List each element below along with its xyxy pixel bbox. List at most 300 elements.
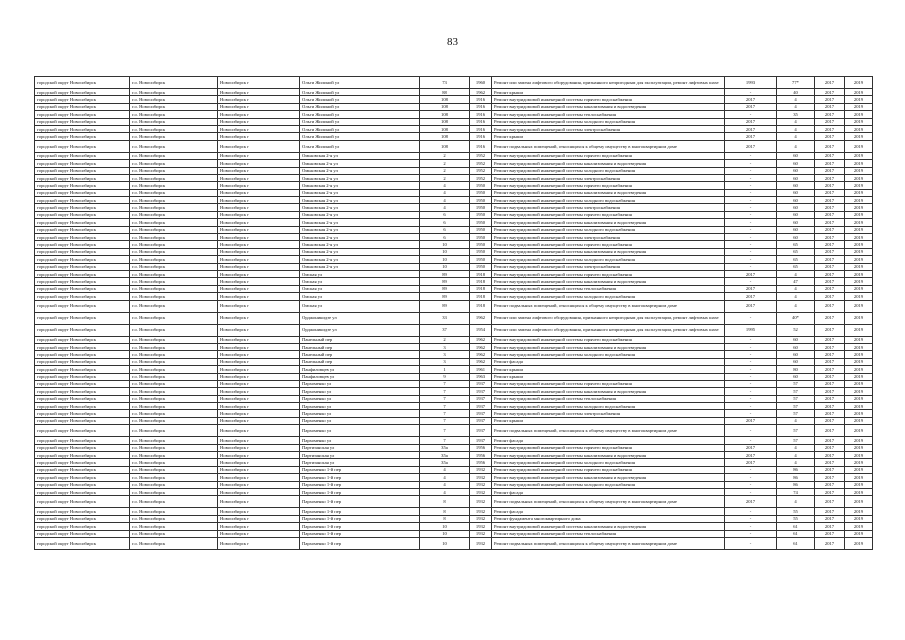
street-cell: Пархоменко 1-й пер bbox=[300, 537, 420, 549]
wear-percent-cell: 60 bbox=[777, 211, 815, 218]
plan-start-year-cell: 2017 bbox=[815, 204, 845, 211]
district-cell: городской округ Новосибирск bbox=[35, 312, 130, 324]
district-cell: городской округ Новосибирск bbox=[35, 358, 130, 365]
table-row bbox=[35, 358, 873, 365]
plan-end-year-cell: 2019 bbox=[845, 358, 873, 365]
street-cell: Омьковская 2-я ул bbox=[300, 167, 420, 174]
plan-end-year-cell: 2019 bbox=[845, 204, 873, 211]
plan-end-year-cell: 2019 bbox=[845, 312, 873, 324]
house-number-cell: 7 bbox=[420, 395, 470, 402]
plan-end-year-cell: 2019 bbox=[845, 226, 873, 233]
build-year-cell: 1937 bbox=[470, 437, 492, 444]
city-cell: Новосибирск г bbox=[218, 111, 300, 118]
wear-percent-cell: 60 bbox=[777, 189, 815, 196]
town-cell: г.о. Новосибирск bbox=[130, 508, 218, 515]
build-year-cell: 1918 bbox=[470, 270, 492, 277]
last-repair-year-cell: 2017 bbox=[725, 125, 777, 132]
house-number-cell: 33 bbox=[420, 312, 470, 324]
town-cell: г.о. Новосибирск bbox=[130, 523, 218, 530]
plan-start-year-cell: 2017 bbox=[815, 523, 845, 530]
build-year-cell: 1952 bbox=[470, 160, 492, 167]
work-type-cell: Ремонт внутридомовой инженерной системы горячего водоснабжения bbox=[492, 380, 725, 387]
city-cell: Новосибирск г bbox=[218, 336, 300, 343]
wear-percent-cell: 65 bbox=[777, 248, 815, 255]
street-cell: Омская ул bbox=[300, 285, 420, 292]
build-year-cell: 1962 bbox=[470, 343, 492, 350]
plan-end-year-cell: 2019 bbox=[845, 388, 873, 395]
wear-percent-cell: 61 bbox=[777, 530, 815, 537]
house-number-cell: 10 bbox=[420, 241, 470, 248]
house-number-cell: 108 bbox=[420, 133, 470, 140]
house-number-cell: 8 bbox=[420, 496, 470, 508]
table-row bbox=[35, 452, 873, 459]
last-repair-year-cell: - bbox=[725, 373, 777, 380]
city-cell: Новосибирск г bbox=[218, 77, 300, 89]
build-year-cell: 1950 bbox=[470, 241, 492, 248]
build-year-cell: 1932 bbox=[470, 508, 492, 515]
wear-percent-cell: 60 bbox=[777, 234, 815, 241]
last-repair-year-cell: - bbox=[725, 523, 777, 530]
street-cell: Пархоменко ул bbox=[300, 417, 420, 424]
table-row bbox=[35, 417, 873, 424]
house-number-cell: 7 bbox=[420, 425, 470, 437]
plan-end-year-cell: 2019 bbox=[845, 293, 873, 300]
town-cell: г.о. Новосибирск bbox=[130, 77, 218, 89]
plan-start-year-cell: 2017 bbox=[815, 351, 845, 358]
table-row bbox=[35, 373, 873, 380]
wear-percent-cell: 80 bbox=[777, 366, 815, 373]
wear-percent-cell: 52 bbox=[777, 324, 815, 336]
plan-start-year-cell: 2017 bbox=[815, 174, 845, 181]
plan-start-year-cell: 2017 bbox=[815, 118, 845, 125]
wear-percent-cell: 57 bbox=[777, 410, 815, 417]
house-number-cell: 3 bbox=[420, 343, 470, 350]
plan-end-year-cell: 2019 bbox=[845, 496, 873, 508]
table-row bbox=[35, 211, 873, 218]
city-cell: Новосибирск г bbox=[218, 388, 300, 395]
town-cell: г.о. Новосибирск bbox=[130, 189, 218, 196]
town-cell: г.о. Новосибирск bbox=[130, 358, 218, 365]
table-row bbox=[35, 300, 873, 312]
work-type-cell: Ремонт внутридомовой инженерной системы холодного водоснабжения bbox=[492, 167, 725, 174]
city-cell: Новосибирск г bbox=[218, 324, 300, 336]
work-type-cell: Ремонт внутридомовой инженерной системы теплоснабжения bbox=[492, 530, 725, 537]
table-body bbox=[35, 77, 873, 550]
work-type-cell: Ремонт внутридомовой инженерной системы горячего водоснабжения bbox=[492, 270, 725, 277]
district-cell: городской округ Новосибирск bbox=[35, 226, 130, 233]
build-year-cell: 1956 bbox=[470, 452, 492, 459]
wear-percent-cell: 57 bbox=[777, 437, 815, 444]
plan-start-year-cell: 2017 bbox=[815, 403, 845, 410]
plan-end-year-cell: 2019 bbox=[845, 278, 873, 285]
district-cell: городской округ Новосибирск bbox=[35, 167, 130, 174]
last-repair-year-cell: - bbox=[725, 403, 777, 410]
table-row bbox=[35, 496, 873, 508]
wear-percent-cell: 57 bbox=[777, 380, 815, 387]
town-cell: г.о. Новосибирск bbox=[130, 474, 218, 481]
plan-start-year-cell: 2017 bbox=[815, 373, 845, 380]
house-number-cell: 1 bbox=[420, 366, 470, 373]
last-repair-year-cell: 2017 bbox=[725, 270, 777, 277]
city-cell: Новосибирск г bbox=[218, 474, 300, 481]
plan-start-year-cell: 2017 bbox=[815, 111, 845, 118]
work-type-cell: Ремонт внутридомовой инженерной системы канализования и водоотведения bbox=[492, 160, 725, 167]
house-number-cell: 35а bbox=[420, 452, 470, 459]
city-cell: Новосибирск г bbox=[218, 380, 300, 387]
plan-end-year-cell: 2019 bbox=[845, 437, 873, 444]
work-type-cell: Ремонт внутридомовой инженерной системы теплоснабжения bbox=[492, 285, 725, 292]
table-row bbox=[35, 219, 873, 226]
district-cell: городской округ Новосибирск bbox=[35, 197, 130, 204]
work-type-cell: Ремонт крыши bbox=[492, 133, 725, 140]
wear-percent-cell: 60 bbox=[777, 152, 815, 159]
district-cell: городской округ Новосибирск bbox=[35, 293, 130, 300]
table-row bbox=[35, 270, 873, 277]
city-cell: Новосибирск г bbox=[218, 248, 300, 255]
town-cell: г.о. Новосибирск bbox=[130, 380, 218, 387]
house-number-cell: 3 bbox=[420, 351, 470, 358]
plan-end-year-cell: 2019 bbox=[845, 444, 873, 451]
work-type-cell: Ремонт фасада bbox=[492, 488, 725, 495]
house-number-cell: 10 bbox=[420, 248, 470, 255]
house-number-cell: 7 bbox=[420, 410, 470, 417]
work-type-cell: Ремонт внутридомовой инженерной системы холодного водоснабжения bbox=[492, 256, 725, 263]
city-cell: Новосибирск г bbox=[218, 293, 300, 300]
town-cell: г.о. Новосибирск bbox=[130, 324, 218, 336]
plan-start-year-cell: 2017 bbox=[815, 160, 845, 167]
plan-end-year-cell: 2019 bbox=[845, 160, 873, 167]
wear-percent-cell: 60 bbox=[777, 343, 815, 350]
last-repair-year-cell: 1993 bbox=[725, 77, 777, 89]
house-number-cell: 10 bbox=[420, 263, 470, 270]
plan-end-year-cell: 2019 bbox=[845, 351, 873, 358]
last-repair-year-cell: - bbox=[725, 197, 777, 204]
plan-end-year-cell: 2019 bbox=[845, 300, 873, 312]
town-cell: г.о. Новосибирск bbox=[130, 530, 218, 537]
house-number-cell: 89 bbox=[420, 278, 470, 285]
wear-percent-cell: 60 bbox=[777, 197, 815, 204]
last-repair-year-cell: - bbox=[725, 380, 777, 387]
work-type-cell: Ремонт внутридомовой инженерной системы холодного водоснабжения bbox=[492, 459, 725, 466]
city-cell: Новосибирск г bbox=[218, 488, 300, 495]
wear-percent-cell: 61 bbox=[777, 537, 815, 549]
district-cell: городской округ Новосибирск bbox=[35, 388, 130, 395]
city-cell: Новосибирск г bbox=[218, 103, 300, 110]
district-cell: городской округ Новосибирск bbox=[35, 444, 130, 451]
town-cell: г.о. Новосибирск bbox=[130, 256, 218, 263]
last-repair-year-cell: 2017 bbox=[725, 417, 777, 424]
last-repair-year-cell: - bbox=[725, 174, 777, 181]
plan-end-year-cell: 2019 bbox=[845, 452, 873, 459]
table-row bbox=[35, 89, 873, 96]
table-row bbox=[35, 133, 873, 140]
district-cell: городской округ Новосибирск bbox=[35, 343, 130, 350]
house-number-cell: 6 bbox=[420, 211, 470, 218]
house-number-cell: 2 bbox=[420, 152, 470, 159]
town-cell: г.о. Новосибирск bbox=[130, 103, 218, 110]
wear-percent-cell: 60 bbox=[777, 351, 815, 358]
last-repair-year-cell: - bbox=[725, 160, 777, 167]
city-cell: Новосибирск г bbox=[218, 152, 300, 159]
table-row bbox=[35, 111, 873, 118]
work-type-cell: Ремонт внутридомовой инженерной системы канализования и водоотведения bbox=[492, 523, 725, 530]
city-cell: Новосибирск г bbox=[218, 204, 300, 211]
wear-percent-cell: 55 bbox=[777, 515, 815, 522]
build-year-cell: 1932 bbox=[470, 523, 492, 530]
build-year-cell: 1956 bbox=[470, 444, 492, 451]
plan-start-year-cell: 2017 bbox=[815, 256, 845, 263]
last-repair-year-cell: - bbox=[725, 488, 777, 495]
street-cell: Ольги Жилиной ул bbox=[300, 111, 420, 118]
build-year-cell: 1916 bbox=[470, 111, 492, 118]
wear-percent-cell: 47 bbox=[777, 278, 815, 285]
work-type-cell: Ремонт внутридомовой инженерной системы теплоснабжения bbox=[492, 111, 725, 118]
last-repair-year-cell: - bbox=[725, 437, 777, 444]
table-row bbox=[35, 444, 873, 451]
wear-percent-cell: 57 bbox=[777, 403, 815, 410]
last-repair-year-cell: - bbox=[725, 248, 777, 255]
plan-start-year-cell: 2017 bbox=[815, 358, 845, 365]
street-cell: Пархоменко 1-й пер bbox=[300, 466, 420, 473]
plan-end-year-cell: 2019 bbox=[845, 118, 873, 125]
town-cell: г.о. Новосибирск bbox=[130, 111, 218, 118]
plan-end-year-cell: 2019 bbox=[845, 89, 873, 96]
city-cell: Новосибирск г bbox=[218, 459, 300, 466]
city-cell: Новосибирск г bbox=[218, 410, 300, 417]
wear-percent-cell: 86 bbox=[777, 474, 815, 481]
city-cell: Новосибирск г bbox=[218, 515, 300, 522]
table-row bbox=[35, 530, 873, 537]
plan-start-year-cell: 2017 bbox=[815, 189, 845, 196]
city-cell: Новосибирск г bbox=[218, 343, 300, 350]
last-repair-year-cell: - bbox=[725, 167, 777, 174]
work-type-cell: Ремонт внутридомовой инженерной системы электроснабжения bbox=[492, 204, 725, 211]
last-repair-year-cell: - bbox=[725, 111, 777, 118]
build-year-cell: 1950 bbox=[470, 182, 492, 189]
last-repair-year-cell: - bbox=[725, 366, 777, 373]
wear-percent-cell: 35 bbox=[777, 111, 815, 118]
plan-start-year-cell: 2017 bbox=[815, 444, 845, 451]
district-cell: городской округ Новосибирск bbox=[35, 248, 130, 255]
city-cell: Новосибирск г bbox=[218, 189, 300, 196]
work-type-cell: Ремонт внутридомовой инженерной системы холодного водоснабжения bbox=[492, 481, 725, 488]
city-cell: Новосибирск г bbox=[218, 285, 300, 292]
last-repair-year-cell: - bbox=[725, 474, 777, 481]
city-cell: Новосибирск г bbox=[218, 197, 300, 204]
plan-end-year-cell: 2019 bbox=[845, 77, 873, 89]
table-row bbox=[35, 523, 873, 530]
table-row bbox=[35, 182, 873, 189]
city-cell: Новосибирск г bbox=[218, 312, 300, 324]
district-cell: городской округ Новосибирск bbox=[35, 488, 130, 495]
house-number-cell: 37 bbox=[420, 324, 470, 336]
wear-percent-cell: 65 bbox=[777, 256, 815, 263]
town-cell: г.о. Новосибирск bbox=[130, 312, 218, 324]
town-cell: г.о. Новосибирск bbox=[130, 351, 218, 358]
plan-start-year-cell: 2017 bbox=[815, 211, 845, 218]
street-cell: Омьковская 2-я ул bbox=[300, 263, 420, 270]
house-number-cell: 73 bbox=[420, 77, 470, 89]
plan-start-year-cell: 2017 bbox=[815, 336, 845, 343]
wear-percent-cell: 4 bbox=[777, 140, 815, 152]
city-cell: Новосибирск г bbox=[218, 452, 300, 459]
city-cell: Новосибирск г bbox=[218, 211, 300, 218]
last-repair-year-cell: 2017 bbox=[725, 300, 777, 312]
house-number-cell: 108 bbox=[420, 125, 470, 132]
wear-percent-cell: 60 bbox=[777, 160, 815, 167]
street-cell: Панельный пер bbox=[300, 336, 420, 343]
last-repair-year-cell: - bbox=[725, 515, 777, 522]
build-year-cell: 1932 bbox=[470, 466, 492, 473]
street-cell: Панфиловцев ул bbox=[300, 373, 420, 380]
plan-end-year-cell: 2019 bbox=[845, 515, 873, 522]
house-number-cell: 2 bbox=[420, 336, 470, 343]
plan-end-year-cell: 2019 bbox=[845, 373, 873, 380]
plan-start-year-cell: 2017 bbox=[815, 417, 845, 424]
plan-start-year-cell: 2017 bbox=[815, 496, 845, 508]
street-cell: Пархоменко ул bbox=[300, 403, 420, 410]
last-repair-year-cell: - bbox=[725, 278, 777, 285]
last-repair-year-cell: - bbox=[725, 219, 777, 226]
table-row bbox=[35, 366, 873, 373]
district-cell: городской округ Новосибирск bbox=[35, 425, 130, 437]
city-cell: Новосибирск г bbox=[218, 133, 300, 140]
plan-start-year-cell: 2017 bbox=[815, 293, 845, 300]
wear-percent-cell: 60 bbox=[777, 182, 815, 189]
house-number-cell: 6 bbox=[420, 219, 470, 226]
house-number-cell: 7 bbox=[420, 388, 470, 395]
build-year-cell: 1960 bbox=[470, 77, 492, 89]
table-row bbox=[35, 508, 873, 515]
plan-end-year-cell: 2019 bbox=[845, 197, 873, 204]
town-cell: г.о. Новосибирск bbox=[130, 174, 218, 181]
plan-end-year-cell: 2019 bbox=[845, 111, 873, 118]
work-type-cell: Ремонт или замена лифтового оборудования, признанного непригодным для эксплуатации, ремонт лифтовых шахт bbox=[492, 77, 725, 89]
build-year-cell: 1937 bbox=[470, 410, 492, 417]
wear-percent-cell: 74 bbox=[777, 488, 815, 495]
wear-percent-cell: 86 bbox=[777, 481, 815, 488]
wear-percent-cell: 60 bbox=[777, 358, 815, 365]
wear-percent-cell: 4 bbox=[777, 125, 815, 132]
plan-start-year-cell: 2017 bbox=[815, 263, 845, 270]
town-cell: г.о. Новосибирск bbox=[130, 263, 218, 270]
street-cell: Панельный пер bbox=[300, 343, 420, 350]
plan-start-year-cell: 2017 bbox=[815, 537, 845, 549]
district-cell: городской округ Новосибирск bbox=[35, 351, 130, 358]
street-cell: Панфиловцев ул bbox=[300, 366, 420, 373]
build-year-cell: 1916 bbox=[470, 133, 492, 140]
plan-start-year-cell: 2017 bbox=[815, 343, 845, 350]
wear-percent-cell: 57 bbox=[777, 388, 815, 395]
work-type-cell: Ремонт внутридомовой инженерной системы электроснабжения bbox=[492, 263, 725, 270]
street-cell: Омьковская 2-я ул bbox=[300, 160, 420, 167]
work-type-cell: Ремонт внутридомовой инженерной системы канализования и водоотведения bbox=[492, 103, 725, 110]
table-row bbox=[35, 189, 873, 196]
plan-start-year-cell: 2017 bbox=[815, 459, 845, 466]
house-number-cell: 4 bbox=[420, 182, 470, 189]
table-row bbox=[35, 140, 873, 152]
town-cell: г.о. Новосибирск bbox=[130, 444, 218, 451]
district-cell: городской округ Новосибирск bbox=[35, 118, 130, 125]
build-year-cell: 1937 bbox=[470, 425, 492, 437]
plan-start-year-cell: 2017 bbox=[815, 530, 845, 537]
wear-percent-cell: 4 bbox=[777, 270, 815, 277]
city-cell: Новосибирск г bbox=[218, 537, 300, 549]
town-cell: г.о. Новосибирск bbox=[130, 125, 218, 132]
district-cell: городской округ Новосибирск bbox=[35, 160, 130, 167]
town-cell: г.о. Новосибирск bbox=[130, 395, 218, 402]
last-repair-year-cell: - bbox=[725, 182, 777, 189]
town-cell: г.о. Новосибирск bbox=[130, 167, 218, 174]
town-cell: г.о. Новосибирск bbox=[130, 425, 218, 437]
town-cell: г.о. Новосибирск bbox=[130, 211, 218, 218]
plan-end-year-cell: 2019 bbox=[845, 366, 873, 373]
plan-end-year-cell: 2019 bbox=[845, 395, 873, 402]
street-cell: Пархоменко ул bbox=[300, 410, 420, 417]
street-cell: Орджоникидзе ул bbox=[300, 324, 420, 336]
town-cell: г.о. Новосибирск bbox=[130, 515, 218, 522]
wear-percent-cell: 65 bbox=[777, 263, 815, 270]
work-type-cell: Ремонт внутридомовой инженерной системы канализования и водоотведения bbox=[492, 189, 725, 196]
work-type-cell: Ремонт фасада bbox=[492, 358, 725, 365]
city-cell: Новосибирск г bbox=[218, 278, 300, 285]
plan-start-year-cell: 2017 bbox=[815, 197, 845, 204]
house-number-cell: 108 bbox=[420, 140, 470, 152]
wear-percent-cell: 55 bbox=[777, 508, 815, 515]
street-cell: Ольги Жилиной ул bbox=[300, 103, 420, 110]
work-type-cell: Ремонт внутридомовой инженерной системы холодного водоснабжения bbox=[492, 118, 725, 125]
wear-percent-cell: 60 bbox=[777, 174, 815, 181]
district-cell: городской округ Новосибирск bbox=[35, 182, 130, 189]
house-number-cell: 7 bbox=[420, 437, 470, 444]
last-repair-year-cell: - bbox=[725, 204, 777, 211]
plan-start-year-cell: 2017 bbox=[815, 270, 845, 277]
house-number-cell: 35а bbox=[420, 459, 470, 466]
table-row bbox=[35, 125, 873, 132]
district-cell: городской округ Новосибирск bbox=[35, 174, 130, 181]
work-type-cell: Ремонт внутридомовой инженерной системы канализования и водоотведения bbox=[492, 388, 725, 395]
district-cell: городской округ Новосибирск bbox=[35, 204, 130, 211]
street-cell: Омьковская 2-я ул bbox=[300, 211, 420, 218]
district-cell: городской округ Новосибирск bbox=[35, 278, 130, 285]
wear-percent-cell: 60 bbox=[777, 204, 815, 211]
house-number-cell: 89 bbox=[420, 293, 470, 300]
plan-start-year-cell: 2017 bbox=[815, 234, 845, 241]
town-cell: г.о. Новосибирск bbox=[130, 417, 218, 424]
wear-percent-cell: 4 bbox=[777, 452, 815, 459]
plan-end-year-cell: 2019 bbox=[845, 189, 873, 196]
plan-start-year-cell: 2017 bbox=[815, 248, 845, 255]
last-repair-year-cell: 1995 bbox=[725, 324, 777, 336]
district-cell: городской округ Новосибирск bbox=[35, 336, 130, 343]
work-type-cell: Ремонт внутридомовой инженерной системы холодного водоснабжения bbox=[492, 351, 725, 358]
table-row bbox=[35, 263, 873, 270]
town-cell: г.о. Новосибирск bbox=[130, 388, 218, 395]
town-cell: г.о. Новосибирск bbox=[130, 293, 218, 300]
last-repair-year-cell: - bbox=[725, 226, 777, 233]
plan-end-year-cell: 2019 bbox=[845, 248, 873, 255]
plan-end-year-cell: 2019 bbox=[845, 530, 873, 537]
town-cell: г.о. Новосибирск bbox=[130, 204, 218, 211]
district-cell: городской округ Новосибирск bbox=[35, 410, 130, 417]
build-year-cell: 1937 bbox=[470, 417, 492, 424]
last-repair-year-cell: - bbox=[725, 425, 777, 437]
district-cell: городской округ Новосибирск bbox=[35, 270, 130, 277]
wear-percent-cell: 4 bbox=[777, 417, 815, 424]
work-type-cell: Ремонт внутридомовой инженерной системы горячего водоснабжения bbox=[492, 152, 725, 159]
work-type-cell: Ремонт внутридомовой инженерной системы теплоснабжения bbox=[492, 395, 725, 402]
town-cell: г.о. Новосибирск bbox=[130, 403, 218, 410]
